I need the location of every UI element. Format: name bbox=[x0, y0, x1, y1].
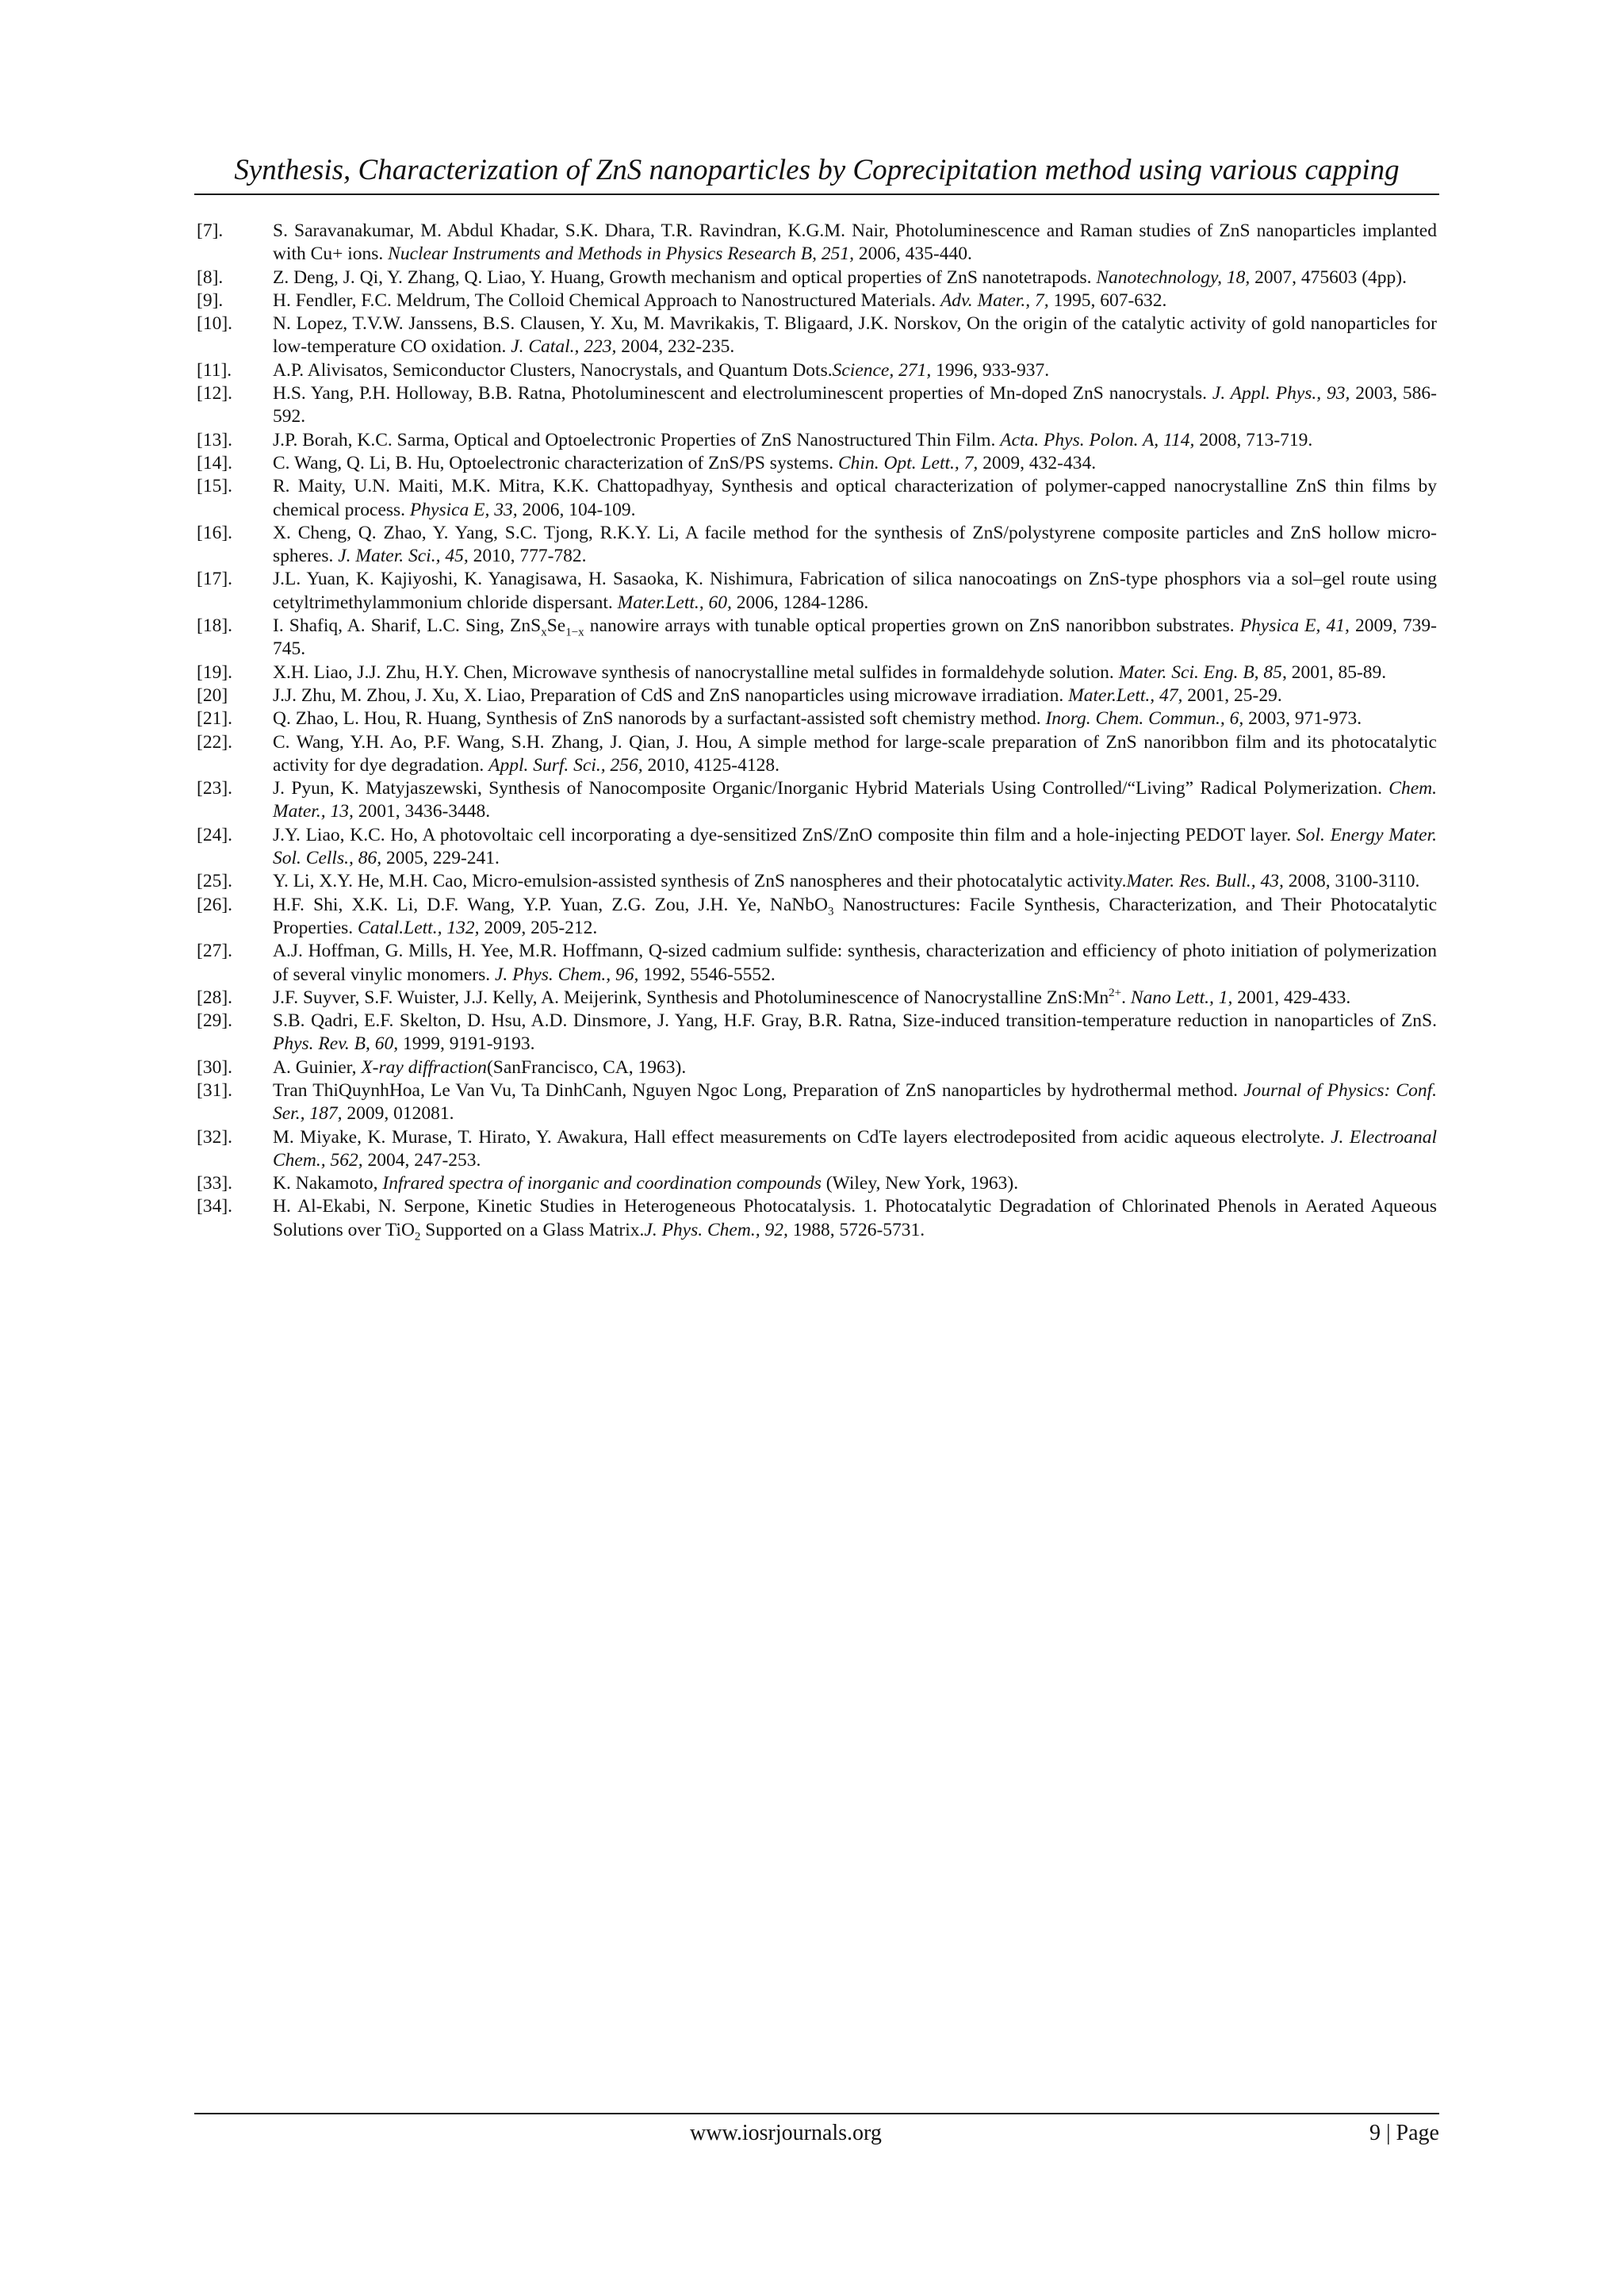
reference-text-segment: 2001, 25-29. bbox=[1182, 684, 1282, 706]
journal-citation: Infrared spectra of inorganic and coordination compounds bbox=[382, 1173, 822, 1194]
reference-text-segment: H.F. Shi, X.K. Li, D.F. Wang, Y.P. Yuan, Z.G. Zou, J.H. Ye, NaNbO bbox=[273, 894, 828, 915]
journal-citation: Mater.Lett., 60, bbox=[617, 592, 732, 613]
reference-text bbox=[273, 1127, 1437, 1171]
reference-text-segment: (Wiley, New York, 1963). bbox=[821, 1173, 1019, 1194]
reference-number: [25]. bbox=[197, 871, 233, 892]
header-divider bbox=[194, 194, 1439, 195]
reference-text-segment: nanowire arrays with tunable optical properties grown on ZnS nanoribbon substrates. bbox=[584, 615, 1240, 637]
reference-text-segment: 1992, 5546-5552. bbox=[638, 964, 776, 985]
reference-text bbox=[273, 1196, 1437, 1244]
reference-text-segment: X. Cheng, Q. Zhao, Y. Yang, S.C. Tjong, R.K.Y. Li, A facile method for the synthesis of ZnS/polystyrene composite particles and ZnS hollow micro-spheres. bbox=[273, 522, 1437, 567]
reference-text-segment: 1996, 933-937. bbox=[931, 359, 1050, 381]
reference-text bbox=[273, 523, 1437, 566]
reference-text-segment: J.P. Borah, K.C. Sarma, Optical and Optoelectronic Properties of ZnS Nanostructured Thin Film. bbox=[273, 429, 1001, 450]
reference-text-segment: C. Wang, Q. Li, B. Hu, Optoelectronic characterization of ZnS/PS systems. bbox=[273, 452, 838, 473]
reference-text-segment: Supported on a Glass Matrix. bbox=[420, 1219, 645, 1240]
reference-text bbox=[273, 778, 1437, 822]
reference-text-segment: 2006, 104-109. bbox=[517, 499, 636, 520]
journal-citation: X-ray diffraction bbox=[361, 1056, 487, 1078]
reference-entry bbox=[197, 707, 1437, 730]
reference-number: [14]. bbox=[197, 452, 233, 473]
reference-number: [12]. bbox=[197, 383, 233, 404]
reference-text bbox=[273, 476, 1437, 519]
reference-text-segment: Se bbox=[546, 615, 566, 637]
reference-text-segment: 2009, 012081. bbox=[342, 1103, 454, 1125]
reference-entry bbox=[197, 382, 1437, 429]
reference-text bbox=[273, 1173, 1018, 1194]
reference-text-segment: M. Miyake, K. Murase, T. Hirato, Y. Awakura, Hall effect measurements on CdTe layers electrodeposited from acidic aqueous electrolyte. bbox=[273, 1126, 1331, 1148]
reference-text-segment: x bbox=[541, 626, 547, 639]
journal-citation: Appl. Surf. Sci., 256, bbox=[488, 754, 643, 776]
reference-text bbox=[273, 987, 1350, 1008]
journal-citation: J. Catal., 223, bbox=[511, 336, 617, 358]
journal-citation: Mater.Lett., 47, bbox=[1068, 684, 1183, 706]
reference-text bbox=[273, 290, 1166, 311]
reference-text-segment: 2001, 429-433. bbox=[1232, 987, 1351, 1008]
reference-text-segment: 1988, 5726-5731. bbox=[787, 1219, 925, 1240]
reference-text-segment: 2006, 435-440. bbox=[854, 243, 972, 265]
journal-citation: J. Mater. Sci., 45, bbox=[338, 546, 469, 567]
reference-text-segment: 2007, 475603 (4pp). bbox=[1250, 266, 1408, 288]
reference-number: [7]. bbox=[197, 220, 224, 241]
reference-text-segment: H. Al-Ekabi, N. Serpone, Kinetic Studies in Heterogeneous Photocatalysis. 1. Photocatalytic Degradation of Chlorinated Phenols in Aerated Aqueous Solutions over TiO bbox=[273, 1196, 1437, 1240]
reference-text bbox=[273, 941, 1437, 984]
reference-entry bbox=[197, 870, 1437, 893]
reference-text bbox=[273, 871, 1419, 891]
reference-text-segment: Nanostructures: Facile Synthesis, Characterization, and Their Photocatalytic Properties. bbox=[273, 894, 1438, 938]
reference-text-segment: (SanFrancisco, CA, 1963). bbox=[486, 1056, 687, 1078]
reference-entry bbox=[197, 987, 1437, 1010]
reference-text-segment: 2008, 3100-3110. bbox=[1283, 871, 1420, 892]
journal-citation: Phys. Rev. B, 60, bbox=[273, 1033, 399, 1055]
reference-number: [23]. bbox=[197, 778, 233, 799]
reference-text-segment: Q. Zhao, L. Hou, R. Huang, Synthesis of ZnS nanorods by a surfactant-assisted soft chemistry method. bbox=[273, 708, 1046, 730]
reference-text-segment: N. Lopez, T.V.W. Janssens, B.S. Clausen, Y. Xu, M. Mavrikakis, T. Bligaard, J.K. Norskov, On the origin of the catalytic activity of gold nanoparticles for low-temperature CO oxidation. bbox=[273, 313, 1437, 358]
running-header-title: Synthesis, Characterization of ZnS nanoparticles by Coprecipitation method using various capping bbox=[234, 154, 1400, 186]
reference-text bbox=[273, 662, 1386, 683]
reference-text bbox=[273, 615, 1437, 659]
reference-text-segment: 2001, 3436-3448. bbox=[353, 801, 491, 822]
reference-text-segment: H. Fendler, F.C. Meldrum, The Colloid Chemical Approach to Nanostructured Materials. bbox=[273, 289, 940, 311]
reference-text bbox=[273, 732, 1437, 776]
reference-text-segment: A. Guinier, bbox=[273, 1056, 362, 1078]
reference-text-segment: Z. Deng, J. Qi, Y. Zhang, Q. Liao, Y. Huang, Growth mechanism and optical properties of ZnS nanotetrapods. bbox=[273, 266, 1097, 288]
reference-number: [15]. bbox=[197, 476, 233, 497]
reference-text-segment: 2+ bbox=[1109, 986, 1122, 999]
reference-number: [21]. bbox=[197, 708, 233, 730]
reference-text bbox=[273, 383, 1437, 427]
journal-citation: Inorg. Chem. Commun., 6, bbox=[1045, 708, 1244, 730]
reference-number: [24]. bbox=[197, 824, 233, 845]
journal-citation: Physica E, 33, bbox=[409, 499, 518, 520]
reference-text-segment: 2 bbox=[414, 1230, 421, 1244]
reference-text-segment: 2003, 586-592. bbox=[273, 383, 1437, 427]
references-list bbox=[197, 220, 1437, 1242]
reference-entry bbox=[197, 452, 1437, 475]
reference-number: [32]. bbox=[197, 1126, 233, 1148]
reference-entry bbox=[197, 1126, 1437, 1173]
reference-text bbox=[273, 825, 1437, 868]
reference-number: [18]. bbox=[197, 615, 233, 637]
reference-number: [17]. bbox=[197, 569, 233, 590]
reference-text-segment: . bbox=[1121, 987, 1131, 1008]
reference-text-segment: 2008, 713-719. bbox=[1194, 429, 1313, 450]
reference-number: [22]. bbox=[197, 731, 233, 753]
reference-text bbox=[273, 1057, 686, 1078]
journal-citation: J. Appl. Phys., 93, bbox=[1212, 383, 1350, 404]
reference-text bbox=[273, 453, 1096, 473]
journal-citation: Physica E, 41, bbox=[1239, 615, 1350, 637]
journal-citation: J. Electroanal Chem., 562, bbox=[273, 1126, 1437, 1171]
journal-citation: Chem. Mater., 13, bbox=[273, 778, 1437, 822]
reference-text bbox=[273, 267, 1407, 288]
journal-citation: Science, 271, bbox=[832, 359, 932, 381]
reference-entry bbox=[197, 359, 1437, 382]
reference-text-segment: C. Wang, Y.H. Ao, P.F. Wang, S.H. Zhang, J. Qian, J. Hou, A simple method for large-scale preparation of ZnS nanoribbon film and its photocatalytic activity for dye degradation. bbox=[273, 731, 1437, 776]
reference-entry bbox=[197, 522, 1437, 569]
reference-text-segment: J.J. Zhu, M. Zhou, J. Xu, X. Liao, Preparation of CdS and ZnS nanoparticles using microwave irradiation. bbox=[273, 684, 1069, 706]
reference-text bbox=[273, 1080, 1437, 1124]
reference-text bbox=[273, 313, 1437, 357]
reference-text-segment: 2006, 1284-1286. bbox=[731, 592, 869, 613]
reference-text-segment: 1999, 9191-9193. bbox=[398, 1033, 535, 1055]
journal-citation: Nano Lett., 1, bbox=[1130, 987, 1233, 1008]
reference-text-segment: 1−x bbox=[565, 626, 584, 639]
reference-number: [16]. bbox=[197, 522, 233, 543]
reference-text-segment: A.J. Hoffman, G. Mills, H. Yee, M.R. Hoffmann, Q-sized cadmium sulfide: synthesis, characterization and efficiency of photo initiation of polymerization of several vinylic monomers. bbox=[273, 941, 1437, 985]
reference-entry bbox=[197, 1010, 1437, 1056]
journal-citation: Catal.Lett., 132, bbox=[358, 917, 480, 938]
reference-entry bbox=[197, 1195, 1437, 1242]
reference-entry bbox=[197, 615, 1437, 661]
reference-text-segment: 2005, 229-241. bbox=[381, 848, 500, 869]
reference-text bbox=[273, 708, 1362, 729]
reference-entry bbox=[197, 1172, 1437, 1195]
reference-text-segment: 3 bbox=[827, 905, 834, 918]
reference-number: [9]. bbox=[197, 289, 224, 311]
reference-entry bbox=[197, 289, 1437, 312]
reference-entry bbox=[197, 429, 1437, 452]
page-number: 9 | Page bbox=[1369, 2121, 1439, 2145]
journal-citation: J. Phys. Chem., 92, bbox=[644, 1219, 788, 1240]
reference-text-segment: S.B. Qadri, E.F. Skelton, D. Hsu, A.D. Dinsmore, J. Yang, H.F. Gray, B.R. Ratna, Size-induced transition-temperature reduction in nanoparticles of ZnS. bbox=[273, 1010, 1437, 1032]
reference-text-segment: 2004, 247-253. bbox=[362, 1149, 481, 1171]
reference-number: [10]. bbox=[197, 313, 233, 335]
reference-number: [19]. bbox=[197, 661, 233, 683]
reference-entry bbox=[197, 940, 1437, 987]
reference-text-segment: 2010, 777-782. bbox=[468, 546, 587, 567]
reference-text-segment: 1995, 607-632. bbox=[1048, 289, 1167, 311]
journal-citation: Nanotechnology, 18, bbox=[1096, 266, 1251, 288]
reference-text bbox=[273, 220, 1437, 264]
reference-text-segment: H.S. Yang, P.H. Holloway, B.B. Ratna, Photoluminescent and electroluminescent properties of Mn-doped ZnS nanocrystals. bbox=[273, 383, 1212, 404]
footer-divider bbox=[194, 2113, 1439, 2114]
reference-number: [8]. bbox=[197, 266, 224, 288]
reference-entry bbox=[197, 661, 1437, 684]
reference-number: [20] bbox=[197, 684, 228, 706]
reference-text-segment: 2010, 4125-4128. bbox=[642, 754, 779, 776]
journal-citation: J. Phys. Chem., 96, bbox=[494, 964, 639, 985]
reference-entry bbox=[197, 777, 1437, 824]
journal-citation: Acta. Phys. Polon. A, 114, bbox=[1000, 429, 1195, 450]
reference-text-segment: J.F. Suyver, S.F. Wuister, J.J. Kelly, A. Meijerink, Synthesis and Photoluminescence of Nanocrystalline ZnS:Mn bbox=[273, 987, 1109, 1008]
reference-entry bbox=[197, 475, 1437, 522]
reference-number: [27]. bbox=[197, 941, 233, 962]
reference-entry bbox=[197, 312, 1437, 359]
journal-citation: Mater. Sci. Eng. B, 85 bbox=[1118, 661, 1282, 683]
journal-citation: Sol. Energy Mater. Sol. Cells., 86, bbox=[273, 824, 1438, 869]
reference-number: [11]. bbox=[197, 359, 232, 381]
reference-entry bbox=[197, 684, 1437, 707]
reference-number: [30]. bbox=[197, 1056, 233, 1078]
reference-entry bbox=[197, 568, 1437, 615]
reference-text-segment: , 2001, 85-89. bbox=[1281, 661, 1387, 683]
reference-text-segment: R. Maity, U.N. Maiti, M.K. Mitra, K.K. Chattopadhyay, Synthesis and optical characterization of polymer-capped nanocrystalline ZnS thin films by chemical process. bbox=[273, 476, 1437, 520]
reference-number: [26]. bbox=[197, 894, 233, 915]
reference-text-segment: 2003, 971-973. bbox=[1243, 708, 1362, 730]
reference-text bbox=[273, 1010, 1437, 1054]
reference-text bbox=[273, 895, 1437, 938]
reference-number: [33]. bbox=[197, 1173, 233, 1194]
reference-text-segment: K. Nakamoto, bbox=[273, 1173, 383, 1194]
reference-number: [13]. bbox=[197, 429, 233, 450]
reference-entry bbox=[197, 824, 1437, 871]
reference-text bbox=[273, 685, 1282, 706]
journal-citation: Adv. Mater., 7, bbox=[940, 289, 1049, 311]
reference-text bbox=[273, 569, 1437, 612]
reference-text bbox=[273, 360, 1049, 381]
journal-citation: Journal of Physics: Conf. Ser., 187, bbox=[273, 1079, 1437, 1125]
reference-text-segment: 2004, 232-235. bbox=[616, 336, 735, 358]
reference-text-segment: Y. Li, X.Y. He, M.H. Cao, Micro-emulsion-assisted synthesis of ZnS nanospheres and their photocatalytic activity. bbox=[273, 871, 1127, 892]
reference-entry bbox=[197, 220, 1437, 266]
journal-website-link[interactable]: www.iosrjournals.org bbox=[690, 2121, 882, 2145]
reference-text-segment: I. Shafiq, A. Sharif, L.C. Sing, ZnS bbox=[273, 615, 542, 637]
reference-entry bbox=[197, 1079, 1437, 1126]
reference-number: [29]. bbox=[197, 1010, 233, 1032]
journal-citation: Chin. Opt. Lett., 7, bbox=[838, 452, 979, 473]
reference-entry bbox=[197, 894, 1437, 941]
reference-text-segment: X.H. Liao, J.J. Zhu, H.Y. Chen, Microwave synthesis of nanocrystalline metal sulfides in formaldehyde solution. bbox=[273, 661, 1119, 683]
reference-text-segment: 2009, 739-745. bbox=[273, 615, 1437, 660]
reference-number: [28]. bbox=[197, 987, 233, 1008]
reference-entry bbox=[197, 266, 1437, 289]
reference-text-segment: 2009, 432-434. bbox=[978, 452, 1097, 473]
reference-number: [34]. bbox=[197, 1196, 233, 1217]
reference-text-segment: S. Saravanakumar, M. Abdul Khadar, S.K. Dhara, T.R. Ravindran, K.G.M. Nair, Photoluminescence and Raman studies of ZnS nanoparticles implanted with Cu+ ions. bbox=[273, 220, 1437, 265]
reference-number: [31]. bbox=[197, 1079, 233, 1101]
journal-citation: Nuclear Instruments and Methods in Physics Research B, 251, bbox=[388, 243, 854, 265]
reference-text-segment: J.L. Yuan, K. Kajiyoshi, K. Yanagisawa, H. Sasaoka, K. Nishimura, Fabrication of silica nanocoatings on ZnS-type phosphors via a sol–gel route using cetyltrimethylammonium chloride dispersant. bbox=[273, 569, 1437, 613]
reference-entry bbox=[197, 1056, 1437, 1079]
reference-text-segment: Tran ThiQuynhHoa, Le Van Vu, Ta DinhCanh, Nguyen Ngoc Long, Preparation of ZnS nanoparticles by hydrothermal method. bbox=[273, 1079, 1244, 1101]
journal-citation: Mater. Res. Bull., 43, bbox=[1126, 871, 1284, 892]
reference-entry bbox=[197, 731, 1437, 778]
reference-text bbox=[273, 430, 1312, 450]
reference-text-segment: J.Y. Liao, K.C. Ho, A photovoltaic cell incorporating a dye-sensitized ZnS/ZnO composite thin film and a hole-injecting PEDOT layer. bbox=[273, 824, 1297, 845]
reference-text-segment: 2009, 205-212. bbox=[479, 917, 598, 938]
reference-text-segment: A.P. Alivisatos, Semiconductor Clusters, Nanocrystals, and Quantum Dots. bbox=[273, 359, 833, 381]
reference-text-segment: J. Pyun, K. Matyjaszewski, Synthesis of Nanocomposite Organic/Inorganic Hybrid Materials Using Controlled/“Living” Radical Polymerization. bbox=[273, 778, 1389, 799]
